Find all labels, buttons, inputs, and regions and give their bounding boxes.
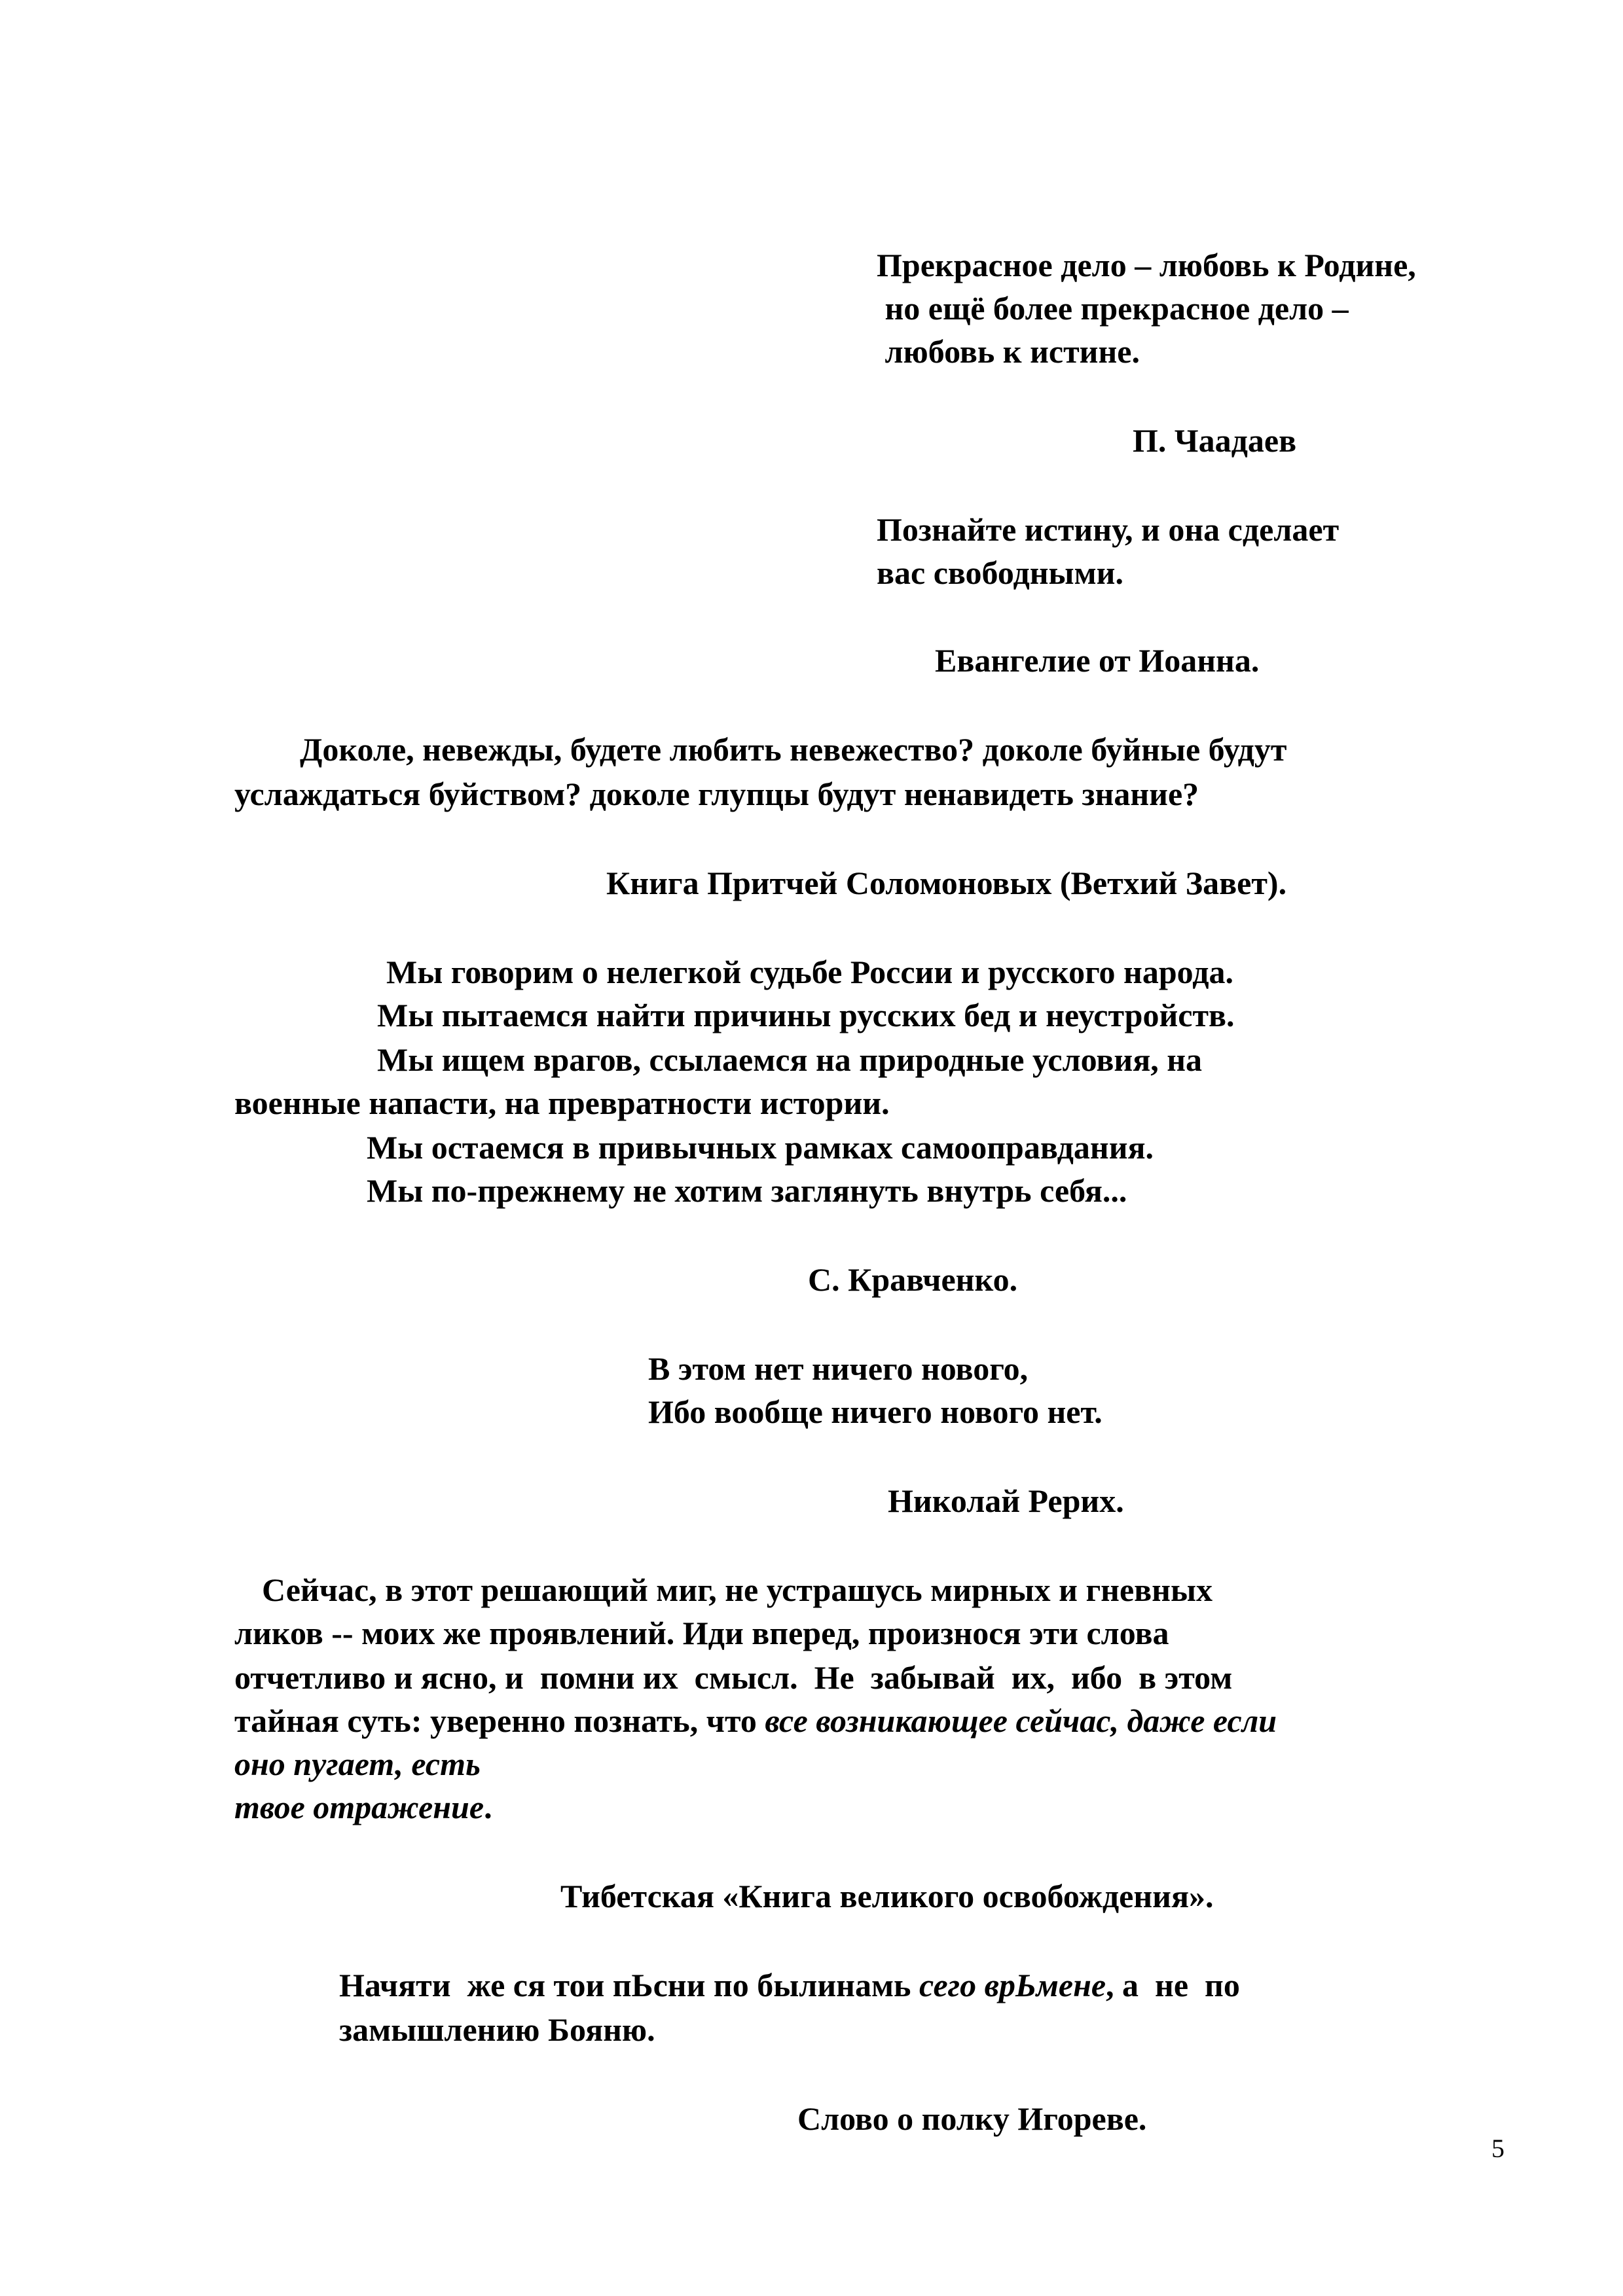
quote1-line-2: но ещё более прекрасное дело – [877, 290, 1349, 327]
quote7-line-1-italic: сего врЬмене [919, 1967, 1106, 2003]
quote1-author: П. Чаадаев [1133, 422, 1297, 459]
quote7-author: Слово о полку Игореве. [797, 2100, 1147, 2137]
quote6-line-4-italic: все возникающее сейчас, даже если [765, 1702, 1277, 1739]
quote4-line-4: военные напасти, на превратности истории. [234, 1085, 890, 1121]
quote7-line-1-regular: Начяти же ся тои пЬсни по былинамь [339, 1967, 919, 2003]
quote7-line-1 [339, 1964, 1240, 2007]
page-number: 5 [1491, 2134, 1504, 2163]
quote6-line-3: отчетливо и ясно, и помни их смысл. Не забывай их, ибо в этом [234, 1659, 1233, 1696]
quote2-line-1: Познайте истину, и она сделает [877, 511, 1340, 548]
quote2-line-2: вас свободными. [877, 554, 1123, 591]
quote7-line-2: замышлению Бояню. [339, 2011, 655, 2048]
quote6-line-5: оно пугает, есть [234, 1746, 481, 1782]
quote4-author: С. Кравченко. [808, 1261, 1018, 1298]
quote7-line-1-end: , а не по [1106, 1967, 1240, 2003]
quote2-author: Евангелие от Иоанна. [935, 642, 1260, 679]
quote1-line-1: Прекрасное дело – любовь к Родине, [877, 247, 1416, 283]
quote6-line-4 [234, 1699, 1277, 1742]
quote6-line-1: Сейчас, в этот решающий миг, не устрашусь мирных и гневных [262, 1571, 1213, 1608]
quote4-line-2: Мы пытаемся найти причины русских бед и неустройств. [377, 997, 1235, 1033]
quote6-line-2: ликов -- моих же проявлений. Иди вперед, произнося эти слова [234, 1615, 1169, 1651]
quote6-author: Тибетская «Книга великого освобождения». [560, 1878, 1214, 1914]
quote3-line-2: услаждаться буйством? доколе глупцы будут ненавидеть знание? [234, 776, 1199, 812]
quote6-line-6 [234, 1785, 492, 1829]
quote5-line-2: Ибо вообще ничего нового нет. [648, 1393, 1103, 1430]
quote3-line-1: Доколе, невежды, будете любить невежество? доколе буйные будут [300, 731, 1287, 768]
quote4-line-1: Мы говорим о нелегкой судьбе России и русского народа. [386, 954, 1234, 990]
quote1-line-3: любовь к истине. [877, 333, 1140, 370]
quote5-line-1: В этом нет ничего нового, [648, 1350, 1029, 1387]
quote6-line-4-regular: тайная суть: уверенно познать, что [234, 1702, 765, 1739]
quote6-line-6-end: . [484, 1789, 492, 1825]
quote4-line-5: Мы остаемся в привычных рамках самооправдания. [367, 1129, 1154, 1166]
quote5-author: Николай Рерих. [888, 1482, 1124, 1519]
quote3-author: Книга Притчей Соломоновых (Ветхий Завет). [606, 865, 1287, 901]
quote4-line-3: Мы ищем врагов, ссылаемся на природные условия, на [377, 1041, 1203, 1078]
quote4-line-6: Мы по-прежнему не хотим заглянуть внутрь себя... [367, 1172, 1127, 1209]
quote6-line-6-italic: твое отражение [234, 1789, 484, 1825]
